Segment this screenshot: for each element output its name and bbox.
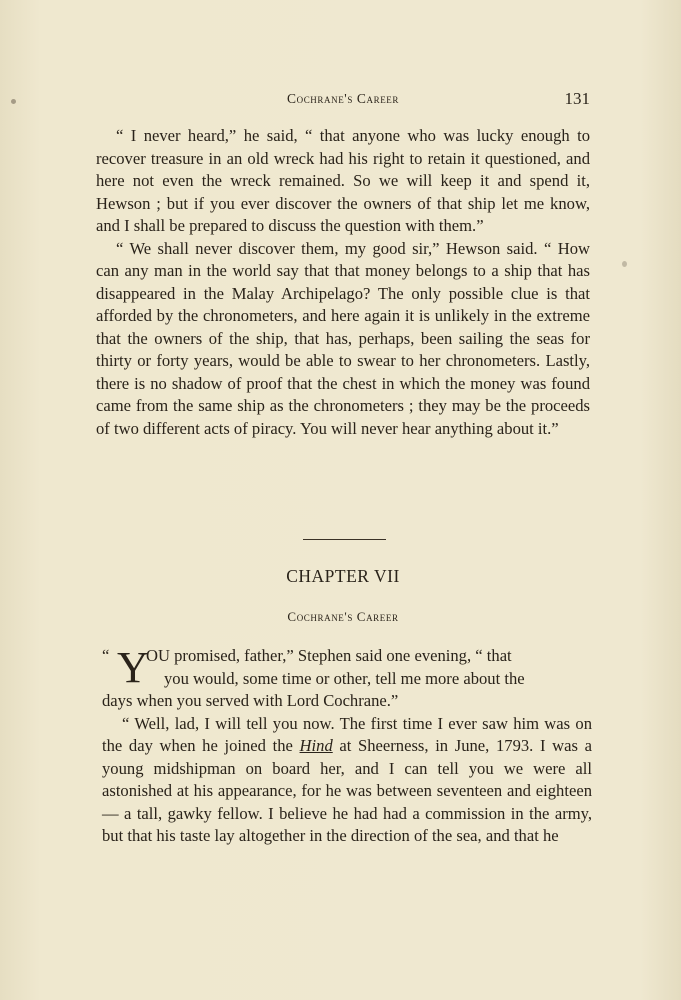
text-block-chapter-opening	[102, 645, 592, 848]
running-head	[96, 89, 590, 109]
opening-line-1: OU promised, father,” Stephen said one evening, “ that	[146, 646, 512, 665]
text-block-continued	[96, 125, 590, 440]
page-number: 131	[564, 89, 590, 108]
story-text-part-1: “ Well, lad, I will tell you now. The first time I ever saw him was on the day when he joined the	[102, 713, 592, 755]
paragraph-father-story	[102, 713, 592, 848]
opening-line-2: you would, some time or other, tell me more about the	[164, 668, 525, 688]
paragraph-hewson-reply: “ We shall never discover them, my good sir,” Hewson said. “ How can any man in the world say that that money belongs to a ship that has disappeared in the Malay Archipelago? The only possible clue is that afforded by the chronometers, and here again it is unlikely in the extreme that the owners of the ship, that has, perhaps, been sailing the seas for thirty or forty years, would be able to swear to her chronometers. Lastly, there is no shadow of proof that the chest in which the money was found came from the same ship as the chronometers ; they may be the proceeds of two different acts of piracy. You will never hear anything about it.”	[96, 238, 590, 438]
paragraph-treasure: “ I never heard,” he said, “ that anyone who was lucky enough to recover treasure in an old wreck had his right to retain it questioned, and here not even the wreck remained. So we will keep it and spend it, Hewson ; but if you ever discover the owners of that ship let me know, and I shall be prepared to discuss the question with them.”	[96, 126, 590, 235]
drop-cap: Y	[117, 643, 149, 692]
section-divider	[303, 539, 386, 540]
running-title: Cochrane's Career	[286, 91, 400, 106]
paper-spot-right	[622, 261, 627, 267]
opening-quote: “	[102, 646, 110, 665]
ship-name: Hind	[299, 736, 333, 755]
story-text-part-2: at Sheerness, in June, 1793. I was a young midshipman on board her, and I can tell you we were all astonished at his appearance, for he was between seventeen and eighteen — a tall, gawky fellow. I believe he had had a commission in the army, but that his taste lay altogether in the direction of the sea, and that he	[102, 736, 592, 845]
paper-spot-left	[11, 99, 16, 104]
chapter-heading: CHAPTER VII	[286, 566, 400, 586]
chapter-subtitle: Cochrane's Career	[287, 609, 399, 624]
opening-line-rest: days when you served with Lord Cochrane.”	[102, 691, 399, 710]
